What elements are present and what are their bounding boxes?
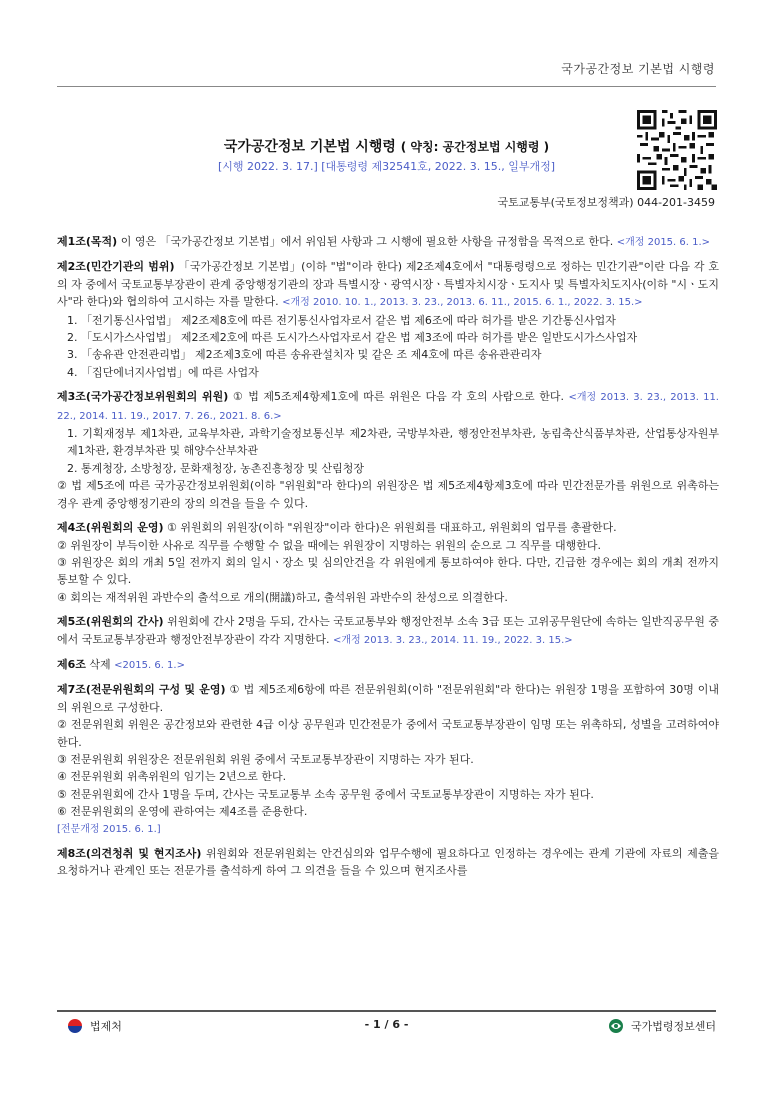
article-heading: 제6조	[57, 657, 86, 671]
footer-left-label: 법제처	[90, 1020, 122, 1033]
article-text: 위원회와 전문위원회는 안건심의와 업무수행에 필요하다고 인정하는 경우에는 관계 기관에 자료의 제출을 요청하거나 관계인 또는 전문가를 출석하게 하여 그 의견을 들을 수 있으며 현지조사를	[57, 847, 719, 878]
revision-note: <개정 2010. 10. 1., 2013. 3. 23., 2013. 6. 11., 2015. 6. 1., 2022. 3. 15.>	[282, 297, 643, 309]
list-item: 1. 「전기통신사업법」 제2조제8호에 따른 전기통신사업자로서 같은 법 제6조에 따라 허가를 받은 기간통신사업자	[67, 313, 616, 327]
ministry-contact: 국토교통부(국토정보정책과) 044-201-3459	[497, 196, 715, 209]
running-title: 국가공간정보 기본법 시행령	[561, 62, 715, 76]
article-8	[57, 845, 719, 880]
footer-divider	[57, 1010, 716, 1012]
article-text: 삭제	[85, 657, 115, 671]
revision-note: <2015. 6. 1.>	[114, 659, 185, 671]
footer-right-label: 국가법령정보센터	[630, 1020, 716, 1033]
article-4	[57, 519, 719, 606]
paragraph: ② 전문위원회 위원은 공간정보와 관련한 4급 이상 공무원과 민간전문가 중에서 국토교통부장관이 임명 또는 위촉하되, 성별을 고려하여야 한다.	[57, 718, 719, 749]
page-number: - 1 / 6 -	[364, 1018, 409, 1031]
list-item: 1. 기획재정부 제1차관, 교육부차관, 과학기술정보통신부 제2차관, 국방부차관, 행정안전부차관, 농림축산식품부차관, 산업통상자원부 제1차관, 환경부차관 및 해양수산부차관	[67, 427, 719, 458]
article-text: 「국가공간정보 기본법」(이하 "법"이라 한다) 제2조제4호에서 "대통령령으로 정하는 민간기관"이란 다음 각 호의 자 중에서 국토교통부장관이 관계 중앙행정기관의 장과 특별시장ㆍ광역시장ㆍ특별자치시장ㆍ도지사 및 특별자치도지사(이하 "시ㆍ도지사"라 한다)와 협의하여 고시하는 자를 말한다.	[57, 260, 720, 309]
list-item: 2. 통계청장, 소방청장, 문화재청장, 농촌진흥청장 및 산림청장	[67, 461, 364, 475]
paragraph: ④ 회의는 재적위원 과반수의 출석으로 개의(開議)하고, 출석위원 과반수의 찬성으로 의결한다.	[57, 590, 508, 604]
qr-code-icon	[637, 110, 717, 190]
full-revision-note: [전문개정 2015. 6. 1.]	[57, 823, 161, 835]
article-text: ① 위원회의 위원장(이하 "위원장"이라 한다)은 위원회를 대표하고, 위원회의 업무를 총괄한다.	[163, 521, 617, 535]
footer-right	[607, 1018, 716, 1034]
revision-note: <개정 2013. 3. 23., 2013. 11. 22., 2014. 11. 19., 2017. 7. 26., 2021. 8. 6.>	[57, 392, 719, 422]
title-main: 국가공간정보 기본법 시행령	[223, 139, 396, 155]
article-text: ① 법 제5조제6항에 따른 전문위원회(이하 "전문위원회"라 한다)는 위원장 1명을 포함하여 30명 이내의 위원으로 구성한다.	[57, 683, 719, 714]
title-abbreviation: ( 약칭: 공간정보법 시행령 )	[400, 140, 550, 154]
article-5	[57, 613, 719, 649]
article-text: 위원회에 간사 2명을 두되, 간사는 국토교통부와 행정안전부 소속 3급 또는 고위공무원단에 속하는 일반직공무원 중에서 국토교통부장관과 행정안전부장관이 각각 지명한다.	[57, 615, 719, 646]
article-heading: 제5조(위원회의 간사)	[57, 615, 164, 629]
revision-note: <개정 2013. 3. 23., 2014. 11. 19., 2022. 3. 15.>	[333, 634, 573, 646]
list-item: 4. 「집단에너지사업법」에 따른 사업자	[67, 365, 259, 379]
article-3	[57, 388, 719, 512]
article-heading: 제4조(위원회의 운영)	[57, 521, 164, 535]
paragraph: ② 법 제5조에 따른 국가공간정보위원회(이하 "위원회"라 한다)의 위원장은 법 제5조제4항제3호에 따라 민간전문가를 위원으로 위촉하는 경우 관계 중앙행정기관의 장의 의견을 들을 수 있다.	[57, 479, 719, 510]
article-2	[57, 258, 719, 381]
paragraph: ⑥ 전문위원회의 운영에 관하여는 제4조를 준용한다.	[57, 805, 308, 819]
enforcement-info: [시행 2022. 3. 17.] [대통령령 제32541호, 2022. 3. 15., 일부개정]	[217, 160, 556, 173]
paragraph: ② 위원장이 부득이한 사유로 직무를 수행할 수 없을 때에는 위원장이 지명하는 위원의 순으로 그 직무를 대행한다.	[57, 538, 601, 552]
article-heading: 제3조(국가공간정보위원회의 위원)	[57, 390, 229, 404]
paragraph: ③ 전문위원회 위원장은 전문위원회 위원 중에서 국토교통부장관이 지명하는 자가 된다.	[57, 752, 474, 766]
paragraph: ⑤ 전문위원회에 간사 1명을 두며, 간사는 국토교통부 소속 공무원 중에서 국토교통부장관이 지명하는 자가 된다.	[57, 787, 594, 801]
list-item: 2. 「도시가스사업법」 제2조제2호에 따른 도시가스사업자로서 같은 법 제3조에 따라 허가를 받은 일반도시가스사업자	[67, 331, 638, 345]
article-7	[57, 681, 719, 838]
article-text: 이 영은 「국가공간정보 기본법」에서 위임된 사항과 그 시행에 필요한 사항을 규정함을 목적으로 한다.	[117, 235, 617, 248]
header-divider	[57, 86, 716, 87]
list-item: 3. 「송유관 안전관리법」 제2조제3호에 따른 송유관설치자 및 같은 조 제4호에 따른 송유관관리자	[67, 348, 542, 362]
paragraph: ③ 위원장은 회의 개최 5일 전까지 회의 일시ㆍ장소 및 심의안건을 각 위원에게 통보하여야 한다. 다만, 긴급한 경우에는 회의 개최 전까지 통보할 수 있다.	[57, 555, 719, 587]
article-6	[57, 656, 719, 674]
article-heading: 제7조(전문위원회의 구성 및 운영)	[57, 683, 226, 697]
article-heading: 제2조(민간기관의 범위)	[57, 260, 175, 274]
law-center-logo-icon	[607, 1018, 625, 1034]
article-1	[57, 233, 719, 251]
article-heading: 제1조(목적)	[57, 235, 118, 248]
article-text: ① 법 제5조제4항제1호에 따른 위원은 다음 각 호의 사람으로 한다.	[228, 390, 569, 404]
article-heading: 제8조(의견청취 및 현지조사)	[57, 847, 202, 860]
paragraph: ④ 전문위원회 위촉위원의 임기는 2년으로 한다.	[57, 770, 287, 784]
revision-note: <개정 2015. 6. 1.>	[616, 237, 711, 248]
law-body	[57, 233, 719, 887]
